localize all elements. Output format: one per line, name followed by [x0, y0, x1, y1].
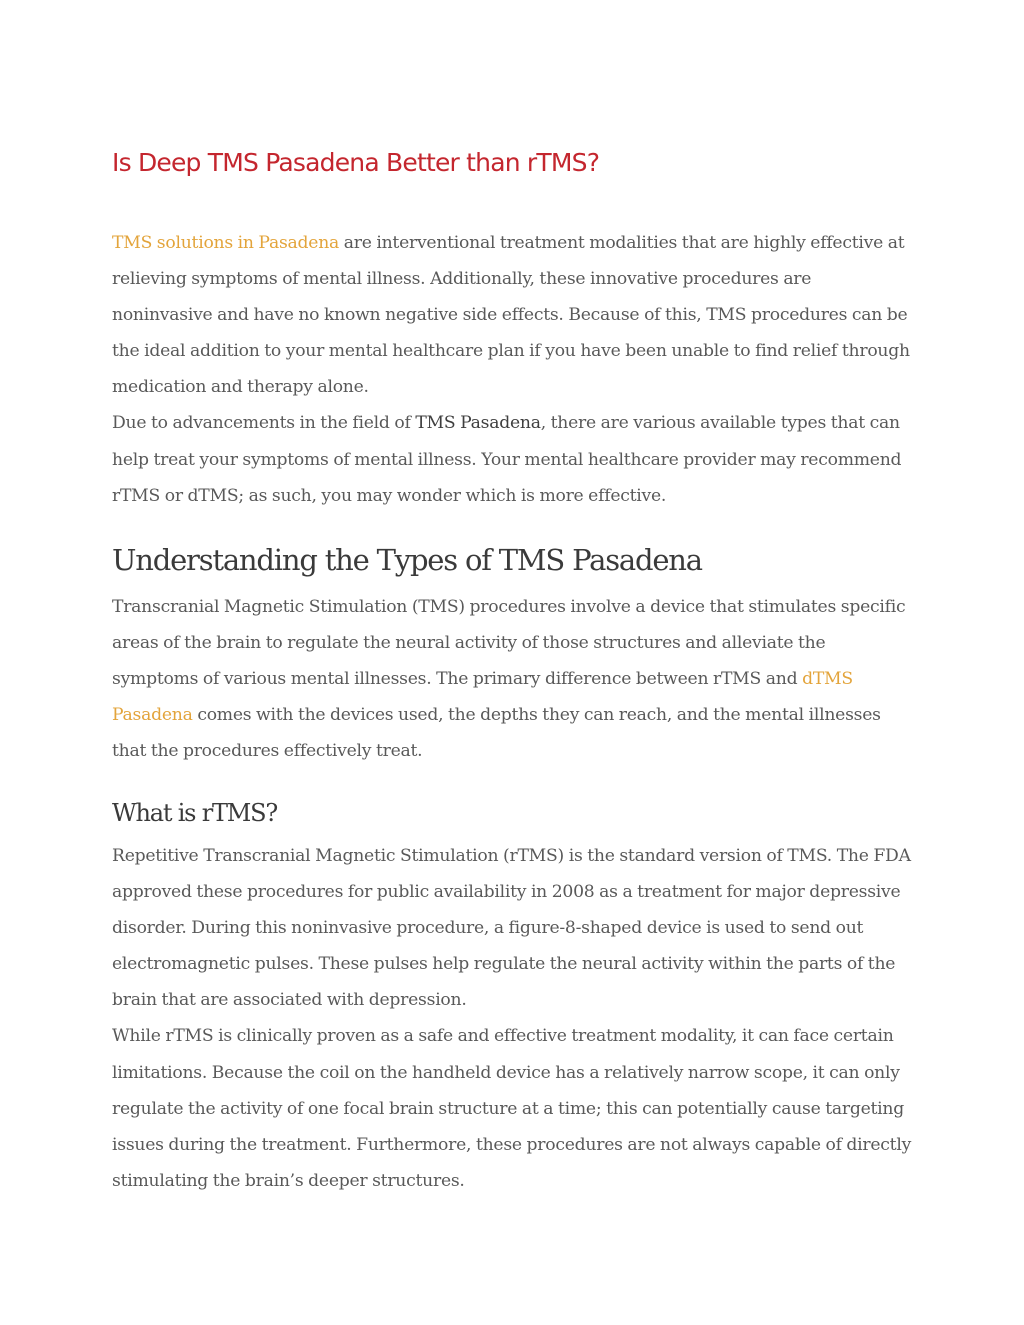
- intro-section: [112, 225, 912, 514]
- intro-paragraph-1: [112, 225, 912, 405]
- intro-paragraph-2-before: Due to advancements in the field of: [112, 413, 416, 434]
- intro-paragraph-2-after: , there are various available types that can help treat your symptoms of mental illness. Your mental healthcare provider may recommend rTMS or dTMS; as such, you may wonder which is more effective.: [112, 413, 902, 506]
- intro-paragraph-2: [112, 405, 912, 513]
- rtms-paragraph-1: Repetitive Transcranial Magnetic Stimulation (rTMS) is the standard version of TMS. The FDA approved these procedures for public availability in 2008 as a treatment for major depressive disorder. During this noninvasive procedure, a figure-8-shaped device is used to send out electromagnetic pulses. These pulses help regulate the neural activity within the parts of the brain that are associated with depression.: [112, 846, 911, 1011]
- rtms-section: [112, 838, 912, 1199]
- page-title: Is Deep TMS Pasadena Better than rTMS?: [112, 148, 600, 177]
- types-section: [112, 589, 912, 769]
- tms-solutions-link[interactable]: TMS solutions in Pasadena: [112, 233, 340, 253]
- types-paragraph-1: [112, 589, 912, 769]
- types-paragraph-1-before: Transcranial Magnetic Stimulation (TMS) procedures involve a device that stimulates specific areas of the brain to regulate the neural activity of those structures and alleviate the symptoms of various mental illnesses. The primary difference between rTMS and: [112, 597, 906, 690]
- section-heading-rtms: What is rTMS?: [112, 799, 278, 827]
- types-paragraph-1-after: comes with the devices used, the depths they can reach, and the mental illnesses that the procedures effectively treat.: [112, 705, 881, 762]
- rtms-paragraph-2: While rTMS is clinically proven as a safe and effective treatment modality, it can face certain limitations. Because the coil on the handheld device has a relatively narrow scope, it can only regulate the activity of one focal brain structure at a time; this can potentially cause targeting issues during the treatment. Furthermore, these procedures are not always capable of directly stimulating the brain’s deeper structures.: [112, 1026, 912, 1191]
- section-heading-types: Understanding the Types of TMS Pasadena: [112, 543, 702, 577]
- intro-paragraph-1-text: are interventional treatment modalities that are highly effective at relieving symptoms of mental illness. Additionally, these innovative procedures are noninvasive and have no known negative side effects. Because of this, TMS procedures can be the ideal addition to your mental healthcare plan if you have been unable to find relief through medication and therapy alone.: [112, 233, 910, 398]
- tms-pasadena-highlight: TMS Pasadena: [415, 413, 541, 434]
- dtms-pasadena-link[interactable]: dTMS Pasadena: [112, 669, 853, 726]
